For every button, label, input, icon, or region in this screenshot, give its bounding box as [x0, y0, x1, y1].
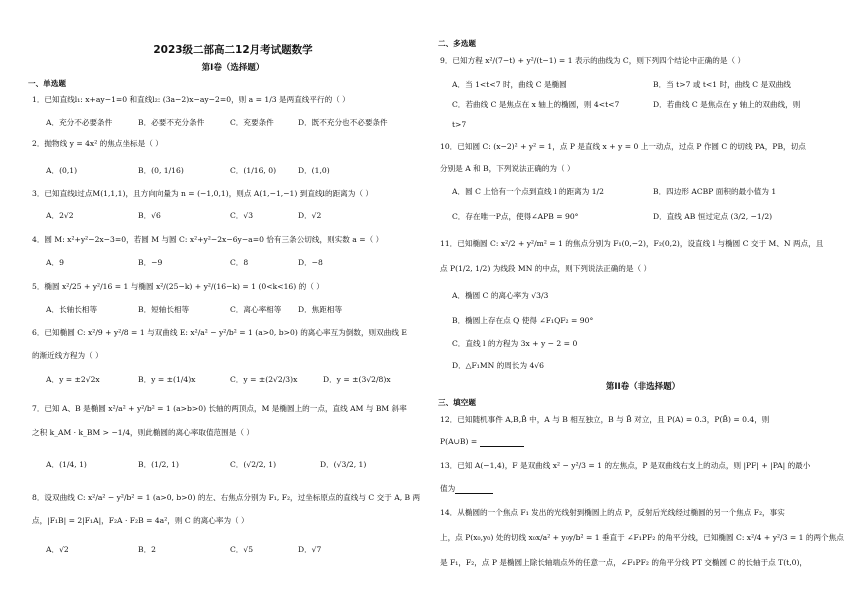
- question-6: 6．已知椭圆 C: x²/9 + y²/8 = 1 与双曲线 E: x²/a² − y²/b² = 1 (a>0, b>0) 的离心率互为倒数，则双曲线 E: [32, 328, 407, 337]
- section-multi-choice: 二、多选题: [438, 39, 476, 48]
- q12-answer-blank[interactable]: [480, 438, 524, 447]
- q3-option-c: C．√3: [230, 211, 254, 220]
- question-2: 2．抛物线 y = 4x² 的焦点坐标是（ ）: [32, 139, 163, 148]
- q6-option-b: B．y = ±(1/4)x: [138, 375, 196, 384]
- question-10: 10．已知圆 C: (x−2)² + y² = 1，点 P 是直线 x + y = 0 上一动点，过点 P 作圆 C 的切线 PA，PB，切点: [440, 142, 806, 151]
- question-5: 5．椭圆 x²/25 + y²/16 = 1 与椭圆 x²/(25−k) + y²/(16−k) = 1 (0<k<16) 的（ ）: [32, 282, 324, 291]
- q9-option-b: B．当 t>7 或 t<1 时，曲线 C 是双曲线: [653, 80, 791, 89]
- q3-option-b: B．√6: [138, 211, 161, 220]
- q10-option-a: A．圆 C 上恰有一个点到直线 l 的距离为 1/2: [452, 187, 604, 196]
- question-10-cont: 分别是 A 和 B，下列说法正确的为（ ）: [440, 164, 575, 173]
- q9-option-d: D．若曲线 C 是焦点在 y 轴上的双曲线，则: [653, 100, 801, 109]
- q2-option-b: B．(0, 1/16): [138, 166, 184, 175]
- question-9: 9．已知方程 x²/(7−t) + y²/(t−1) = 1 表示的曲线为 C，则下列四个结论中正确的是（ ）: [440, 56, 746, 65]
- q1-option-b: B．必要不充分条件: [138, 118, 205, 127]
- q7-option-d: D．(√3/2, 1): [320, 460, 367, 469]
- q6-option-c: C．y = ±(2√2/3)x: [230, 375, 298, 384]
- question-7: 7．已知 A、B 是椭圆 x²/a² + y²/b² = 1 (a>b>0) 长轴的两顶点，M 是椭圆上的一点，直线 AM 与 BM 斜率: [32, 404, 407, 413]
- q4-option-c: C．8: [230, 258, 249, 267]
- q8-option-c: C．√5: [230, 545, 254, 554]
- question-8-cont: 点，|F₁B| = 2|F₁A|，F₂A · F₂B = 4a²，则 C 的离心率为（ ）: [32, 516, 249, 525]
- q11-option-b: B．椭圆上存在点 Q 使得 ∠F₁QF₂ = 90°: [452, 316, 594, 325]
- volume2-title: 第II卷（非选择题）: [605, 382, 681, 392]
- q9-option-d-cont: t>7: [452, 120, 467, 129]
- q7-option-b: B．(1/2, 1): [138, 460, 179, 469]
- q4-option-d: D．−8: [298, 258, 323, 267]
- q12-answer-prefix: P(A∪B) =: [440, 437, 480, 446]
- q8-option-d: D．√7: [298, 545, 322, 554]
- question-11: 11．已知椭圆 C: x²/2 + y²/m² = 1 的焦点分别为 F₁(0,−2)，F₂(0,2)，设直线 l 与椭圆 C 交于 M、N 两点，且: [440, 239, 824, 248]
- question-14: 14．从椭圆的一个焦点 F₁ 发出的光线射到椭圆上的点 P，反射后光线经过椭圆的另一个焦点 F₂，事实: [440, 508, 785, 517]
- question-4: 4．圆 M: x²+y²−2x−3=0，若圆 M 与圆 C: x²+y²−2x−6y−a=0 恰有三条公切线，则实数 a =（ ）: [32, 235, 384, 244]
- q5-option-a: A．长轴长相等: [46, 305, 98, 314]
- q9-option-a: A．当 1<t<7 时，曲线 C 是椭圆: [452, 80, 567, 89]
- question-13-cont: [440, 484, 493, 494]
- q10-option-d: D．直线 AB 恒过定点 (3/2, −1/2): [653, 212, 773, 221]
- question-12: 12．已知随机事件 A,B,B̄ 中，A 与 B 相互独立，B 与 B̄ 对立，且 P(A) = 0.3，P(B̄) = 0.4，则: [440, 415, 770, 424]
- q9-option-c: C．若曲线 C 是焦点在 x 轴上的椭圆，则 4<t<7: [452, 100, 620, 109]
- q4-option-a: A．9: [46, 258, 64, 267]
- right-column: [438, 0, 848, 607]
- question-13: 13．已知 A(−1,4)，F 是双曲线 x² − y²/3 = 1 的左焦点，P 是双曲线右支上的动点，则 |PF| + |PA| 的最小: [440, 461, 811, 470]
- q10-option-c: C．存在唯一P点，使得∠APB = 90°: [452, 212, 579, 221]
- question-3: 3．已知直线l过点M(1,1,1)，且方向向量为 n = (−1,0,1)，则点 A(1,−1,−1) 到直线l的距离为（ ）: [32, 189, 373, 198]
- question-14-cont: 上，点 P(x₀,y₀) 处的切线 x₀x/a² + y₀y/b² = 1 垂直于 ∠F₁PF₂ 的角平分线，已知椭圆 C: x²/4 + y²/3 = 1 的两个焦点: [440, 533, 844, 542]
- q11-option-c: C．直线 l 的方程为 3x + y − 2 = 0: [452, 339, 578, 348]
- section-single-choice: 一、单选题: [28, 79, 66, 88]
- q1-option-d: D．既不充分也不必要条件: [298, 118, 388, 127]
- q10-option-b: B．四边形 ACBP 面积的最小值为 1: [653, 187, 777, 196]
- q5-option-c: C．离心率相等: [230, 305, 282, 314]
- question-7-cont: 之积 k_AM · k_BM > −1/4，则此椭圆的离心率取值范围是（ ）: [32, 428, 254, 437]
- q2-option-d: D．(1,0): [298, 166, 330, 175]
- q2-option-a: A．(0,1): [46, 166, 78, 175]
- q2-option-c: C．(1/16, 0): [230, 166, 277, 175]
- question-12-cont: [440, 437, 524, 447]
- question-6-cont: 的渐近线方程为（ ）: [32, 351, 103, 360]
- q6-option-a: A．y = ±2√2x: [46, 375, 100, 384]
- q8-option-b: B．2: [138, 545, 157, 554]
- q1-option-c: C．充要条件: [230, 118, 274, 127]
- q1-option-a: A．充分不必要条件: [46, 118, 113, 127]
- question-1: 1．已知直线l₁: x+ay−1=0 和直线l₂: (3a−2)x−ay−2=0，则 a = 1/3 是两直线平行的（ ）: [32, 95, 350, 104]
- q13-answer-prefix: 值为: [440, 484, 456, 493]
- q6-option-d: D．y = ±(3√2/8)x: [323, 375, 391, 384]
- question-11-cont: 点 P(1/2, 1/2) 为线段 MN 的中点，则下列说法正确的是（ ）: [440, 264, 652, 273]
- page-title: 2023级二部高二12月考试题数学: [153, 44, 313, 56]
- left-column: [28, 0, 438, 607]
- q3-option-a: A．2√2: [46, 211, 74, 220]
- question-14-cont2: 是 F₁，F₂，点 P 是椭圆上除长轴端点外的任意一点，∠F₁PF₂ 的角平分线 PT 交椭圆 C 的长轴于点 T(t,0)，: [440, 558, 808, 567]
- q5-option-d: D．焦距相等: [298, 305, 343, 314]
- volume1-title: 第Ⅰ卷（选择题）: [201, 63, 265, 73]
- q11-option-d: D．△F₁MN 的周长为 4√6: [452, 361, 544, 370]
- q8-option-a: A．√2: [46, 545, 69, 554]
- q7-option-a: A．(1/4, 1): [46, 460, 87, 469]
- section-fill-in: 三、填空题: [438, 398, 476, 407]
- q7-option-c: C．(√2/2, 1): [230, 460, 277, 469]
- q11-option-a: A．椭圆 C 的离心率为 √3/3: [452, 291, 549, 300]
- q4-option-b: B．−9: [138, 258, 163, 267]
- question-8: 8．设双曲线 C: x²/a² − y²/b² = 1 (a>0, b>0) 的左、右焦点分别为 F₁, F₂，过坐标原点的直线与 C 交于 A, B 两: [32, 493, 421, 502]
- q13-answer-blank[interactable]: [455, 485, 493, 494]
- q3-option-d: D．√2: [298, 211, 322, 220]
- q5-option-b: B．短轴长相等: [138, 305, 190, 314]
